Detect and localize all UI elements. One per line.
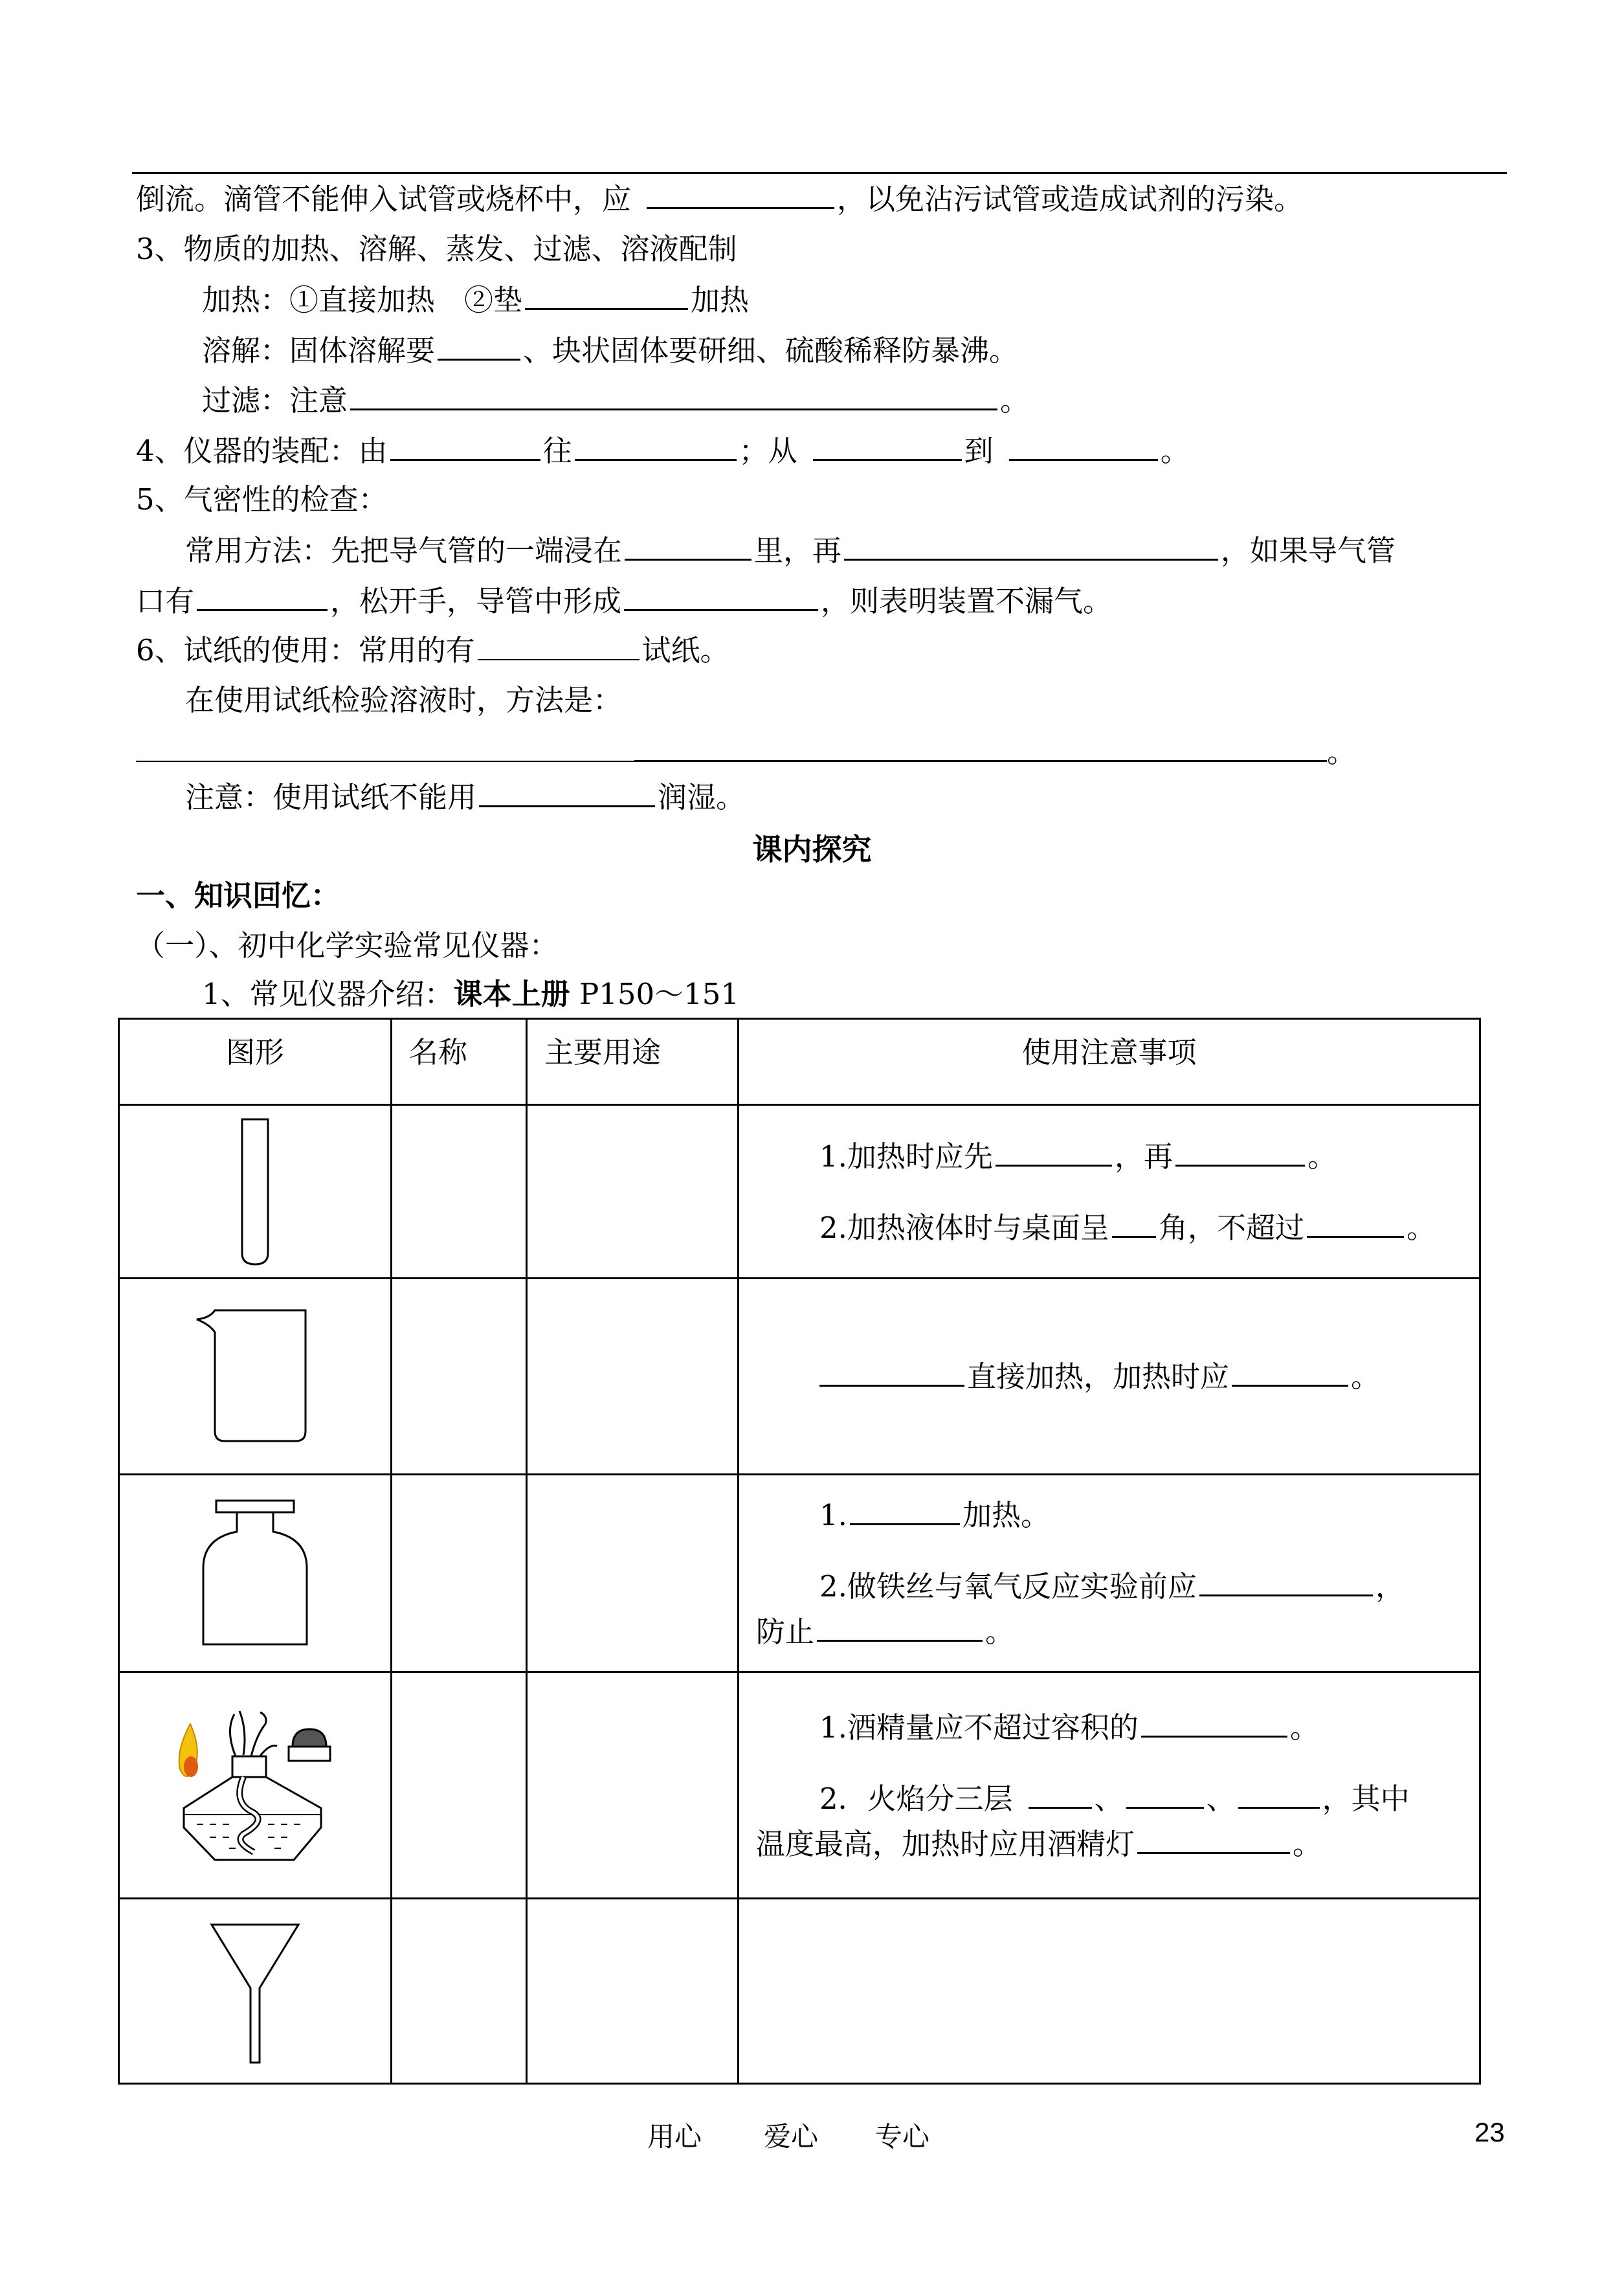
notes-cell [739,1105,1480,1279]
usage-cell[interactable] [527,1899,739,2084]
alcohol-lamp-icon [171,1705,339,1866]
line-test-paper: 6、试纸的使用：常用的有 试纸。 [136,631,729,670]
notes-cell [739,1279,1480,1475]
usage-cell[interactable] [527,1672,739,1899]
line-heading-3: 3、物质的加热、溶解、蒸发、过滤、溶液配制 [136,232,737,266]
figure-cell [119,1475,392,1672]
note-line: 1. 加热。 [756,1495,1479,1535]
top-rule [132,172,1507,174]
heading-knowledge-review: 一、知识回忆： [136,878,340,913]
note-line: 2．火焰分三层 、 、 ，其中 [756,1778,1479,1818]
page-number: 23 [1474,2117,1505,2147]
name-cell[interactable] [392,1475,527,1672]
line-heading-5: 5、气密性的检查： [136,482,388,517]
gas-bottle-icon [197,1495,313,1651]
header-figure: 图形 [119,1019,392,1105]
figure-cell [119,1105,392,1279]
line-test-paper-method: 在使用试纸检验溶液时，方法是： [185,683,623,717]
table-row [119,1475,1480,1672]
test-tube-icon [229,1114,281,1270]
notes-cell [739,1672,1480,1899]
note-line: 2.做铁丝与氧气反应实验前应 ， [756,1566,1479,1606]
heading-instrument-intro: 1、常见仪器介绍：课本上册 P150～151 [202,977,740,1011]
header-name: 名称 [392,1019,527,1105]
figure-cell [119,1672,392,1899]
heading-common-instruments: （一）、初中化学实验常见仪器： [136,928,559,963]
name-cell[interactable] [392,1279,527,1475]
footer-word-1: 用心 [647,2121,702,2153]
section-title: 课内探究 [752,832,872,867]
table-row [119,1899,1480,2084]
footer-word-2: 爱心 [764,2121,819,2153]
note-line: 防止 。 [756,1611,1479,1651]
usage-cell[interactable] [527,1105,739,1279]
figure-cell [119,1899,392,2084]
note-line: 2.加热液体时与桌面呈 角，不超过 。 [756,1207,1479,1247]
instrument-table [118,1018,1481,2085]
note-line: 1.酒精量应不超过容积的 。 [756,1707,1479,1747]
name-cell[interactable] [392,1105,527,1279]
line-heating: 加热：①直接加热 ②垫 加热 [202,280,749,320]
table-row [119,1279,1480,1475]
notes-cell [739,1475,1480,1672]
figure-cell [119,1279,392,1475]
funnel-icon [206,1917,304,2066]
table-row [119,1672,1480,1899]
notes-cell[interactable] [739,1899,1480,2084]
usage-cell[interactable] [527,1475,739,1672]
header-usage: 主要用途 [527,1019,739,1105]
usage-cell[interactable] [527,1279,739,1475]
table-header-row [119,1019,1480,1105]
footer-word-3: 专心 [875,2121,930,2153]
header-notes: 使用注意事项 [739,1019,1480,1105]
note-line: 1.加热时应先 ，再 。 [756,1136,1479,1176]
line-test-paper-note: 注意：使用试纸不能用 润湿。 [185,777,745,817]
name-cell[interactable] [392,1899,527,2084]
note-line: 温度最高，加热时应用酒精灯 。 [756,1824,1479,1864]
table-row [119,1105,1480,1279]
line-airtight-result: 口有 ，松开手，导管中形成 ，则表明装置不漏气。 [136,581,1112,621]
line-dropper: 倒流。滴管不能伸入试管或烧杯中，应 ，以免沾污试管或造成试剂的污染。 [136,179,1303,219]
name-cell[interactable] [392,1672,527,1899]
beaker-icon [190,1305,320,1448]
line-assembly: 4、仪器的装配：由 往 ；从 到 。 [136,431,1190,471]
line-filter: 过滤：注意 。 [202,380,1029,420]
line-dissolve: 溶解：固体溶解要 、块状固体要研细、硫酸稀释防暴沸。 [202,330,1018,370]
line-method-blank: 。 [136,732,1356,772]
line-airtight-method: 常用方法：先把导气管的一端浸在 里，再 ，如果导气管 [185,530,1396,570]
note-line: 直接加热，加热时应 。 [756,1356,1479,1396]
